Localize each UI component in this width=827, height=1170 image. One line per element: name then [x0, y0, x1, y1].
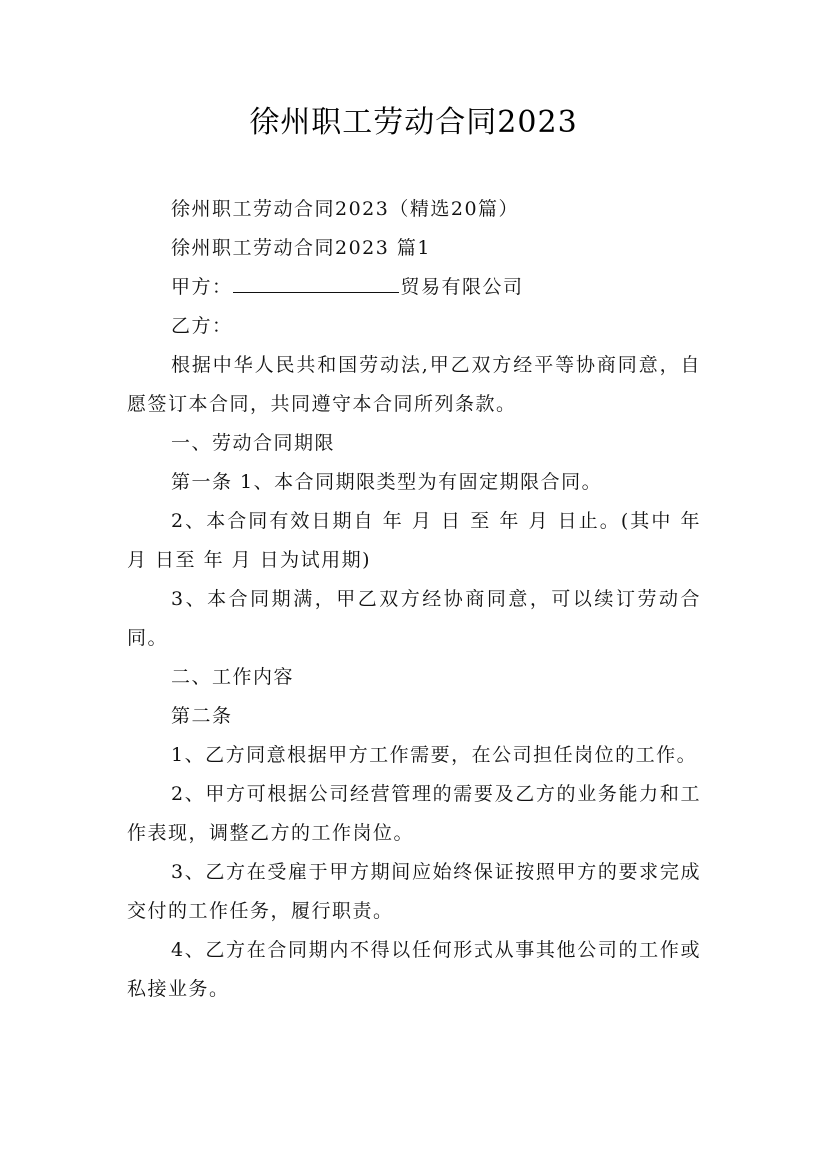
paragraph-article-2-4: 4、乙方在合同期内不得以任何形式从事其他公司的工作或私接业务。 — [127, 939, 701, 1000]
paragraph-article-2-2: 2、甲方可根据公司经营管理的需要及乙方的业务能力和工作表现，调整乙方的工作岗位。 — [127, 783, 701, 844]
party-a-label: 甲方： — [171, 276, 233, 298]
paragraph-party-b: 乙方： — [171, 315, 233, 337]
paragraph-party-a — [127, 268, 701, 307]
paragraph-subtitle: 徐州职工劳动合同2023（精选20篇） — [171, 198, 520, 220]
party-a-company: 贸易有限公司 — [400, 276, 524, 298]
paragraph-article-2-1: 1、乙方同意根据甲方工作需要，在公司担任岗位的工作。 — [171, 744, 698, 766]
paragraph-article-1-3: 3、本合同期满，甲乙双方经协商同意，可以续订劳动合同。 — [127, 588, 701, 649]
document-title: 徐州职工劳动合同2023 — [249, 105, 578, 140]
paragraph-article-2-3: 3、乙方在受雇于甲方期间应始终保证按照甲方的要求完成交付的工作任务，履行职责。 — [127, 861, 701, 922]
paragraph-article-1-2: 2、本合同有效日期自 年 月 日 至 年 月 日止。(其中 年 月 日至 年 月 日为试用期) — [127, 510, 701, 571]
paragraph-heading-work: 二、工作内容 — [171, 666, 295, 688]
paragraph-article-2: 第二条 — [171, 705, 233, 727]
paragraph-preamble: 根据中华人民共和国劳动法,甲乙双方经平等协商同意，自愿签订本合同，共同遵守本合同所列条款。 — [127, 354, 701, 415]
paragraph-article-1: 第一条 1、本合同期限类型为有固定期限合同。 — [171, 471, 603, 493]
paragraph-heading-term: 一、劳动合同期限 — [171, 432, 336, 454]
party-a-blank — [233, 271, 399, 293]
paragraph-section-heading: 徐州职工劳动合同2023 篇1 — [171, 237, 431, 259]
document-body — [127, 190, 701, 1009]
